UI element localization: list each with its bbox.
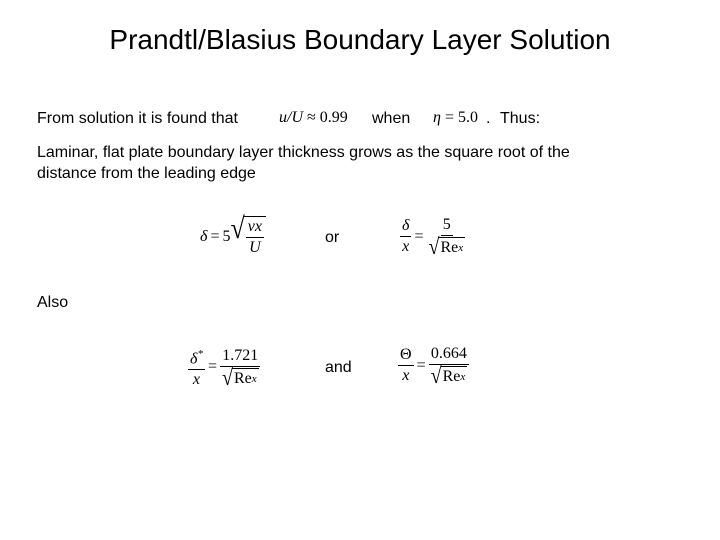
denominator: x	[402, 367, 410, 384]
lhs-fraction	[188, 345, 205, 389]
reynolds: Re	[233, 369, 252, 387]
numerator: 0.664	[429, 345, 469, 365]
equals-symbol: =	[444, 109, 454, 126]
subscript: x	[460, 371, 466, 383]
square-root	[230, 211, 265, 257]
eta-symbol: η	[433, 109, 441, 126]
paragraph-line-2: distance from the leading edge	[37, 165, 256, 182]
momentum-thickness-equation	[398, 345, 469, 389]
reynolds: Re	[442, 368, 461, 385]
numerator: νx	[246, 218, 264, 238]
square-root	[429, 363, 470, 389]
when-text: when	[372, 110, 411, 127]
numerator: δ*	[188, 345, 205, 370]
subscript: x	[458, 242, 464, 254]
rhs-fraction	[426, 216, 467, 260]
numerator: 5	[441, 216, 453, 236]
subscript: x	[251, 372, 257, 385]
also-text: Also	[37, 294, 69, 311]
slide-title: Prandtl/Blasius Boundary Layer Solution	[109, 24, 611, 55]
and-text: and	[325, 359, 352, 376]
eta-value: 5.0	[457, 109, 478, 126]
square-root	[426, 234, 467, 260]
intro-text: From solution it is found that	[37, 110, 238, 127]
equals-symbol: =	[207, 358, 217, 376]
numerator: δ	[400, 217, 411, 237]
denominator: x	[402, 238, 410, 255]
displacement-thickness-equation	[188, 345, 261, 389]
delta-symbol: δ	[200, 227, 208, 245]
paragraph-line-1: Laminar, flat plate boundary layer thickness grows as the square root of the	[37, 144, 570, 161]
equals-symbol: =	[416, 356, 426, 374]
or-text: or	[325, 229, 340, 246]
radical-sign: √	[428, 234, 440, 260]
rhs-fraction	[220, 346, 261, 391]
equals-symbol: =	[414, 227, 424, 245]
u-over-U: u/U	[279, 109, 303, 126]
denominator: U	[249, 239, 261, 256]
coefficient: 5	[222, 227, 231, 245]
velocity-ratio-equation	[279, 109, 348, 127]
approx-symbol: ≈	[307, 109, 316, 126]
radical-sign: √	[221, 365, 233, 391]
numerator: 1.721	[220, 347, 260, 367]
delta-equation	[200, 211, 266, 257]
delta-over-x-equation	[400, 216, 467, 260]
radical-sign: √	[230, 211, 245, 246]
fraction	[246, 218, 264, 257]
reynolds: Re	[440, 239, 459, 256]
numerator: Θ	[398, 346, 414, 366]
square-root	[220, 365, 261, 391]
eta-equation	[433, 109, 478, 127]
equals-symbol: =	[210, 227, 220, 245]
velocity-ratio-value: 0.99	[319, 109, 348, 126]
rhs-fraction	[429, 345, 470, 389]
radical-sign: √	[430, 363, 442, 389]
denominator: x	[192, 371, 201, 389]
thus-text: Thus:	[500, 110, 541, 127]
lhs-fraction	[400, 217, 411, 256]
period: .	[486, 110, 491, 127]
lhs-fraction	[398, 346, 414, 385]
